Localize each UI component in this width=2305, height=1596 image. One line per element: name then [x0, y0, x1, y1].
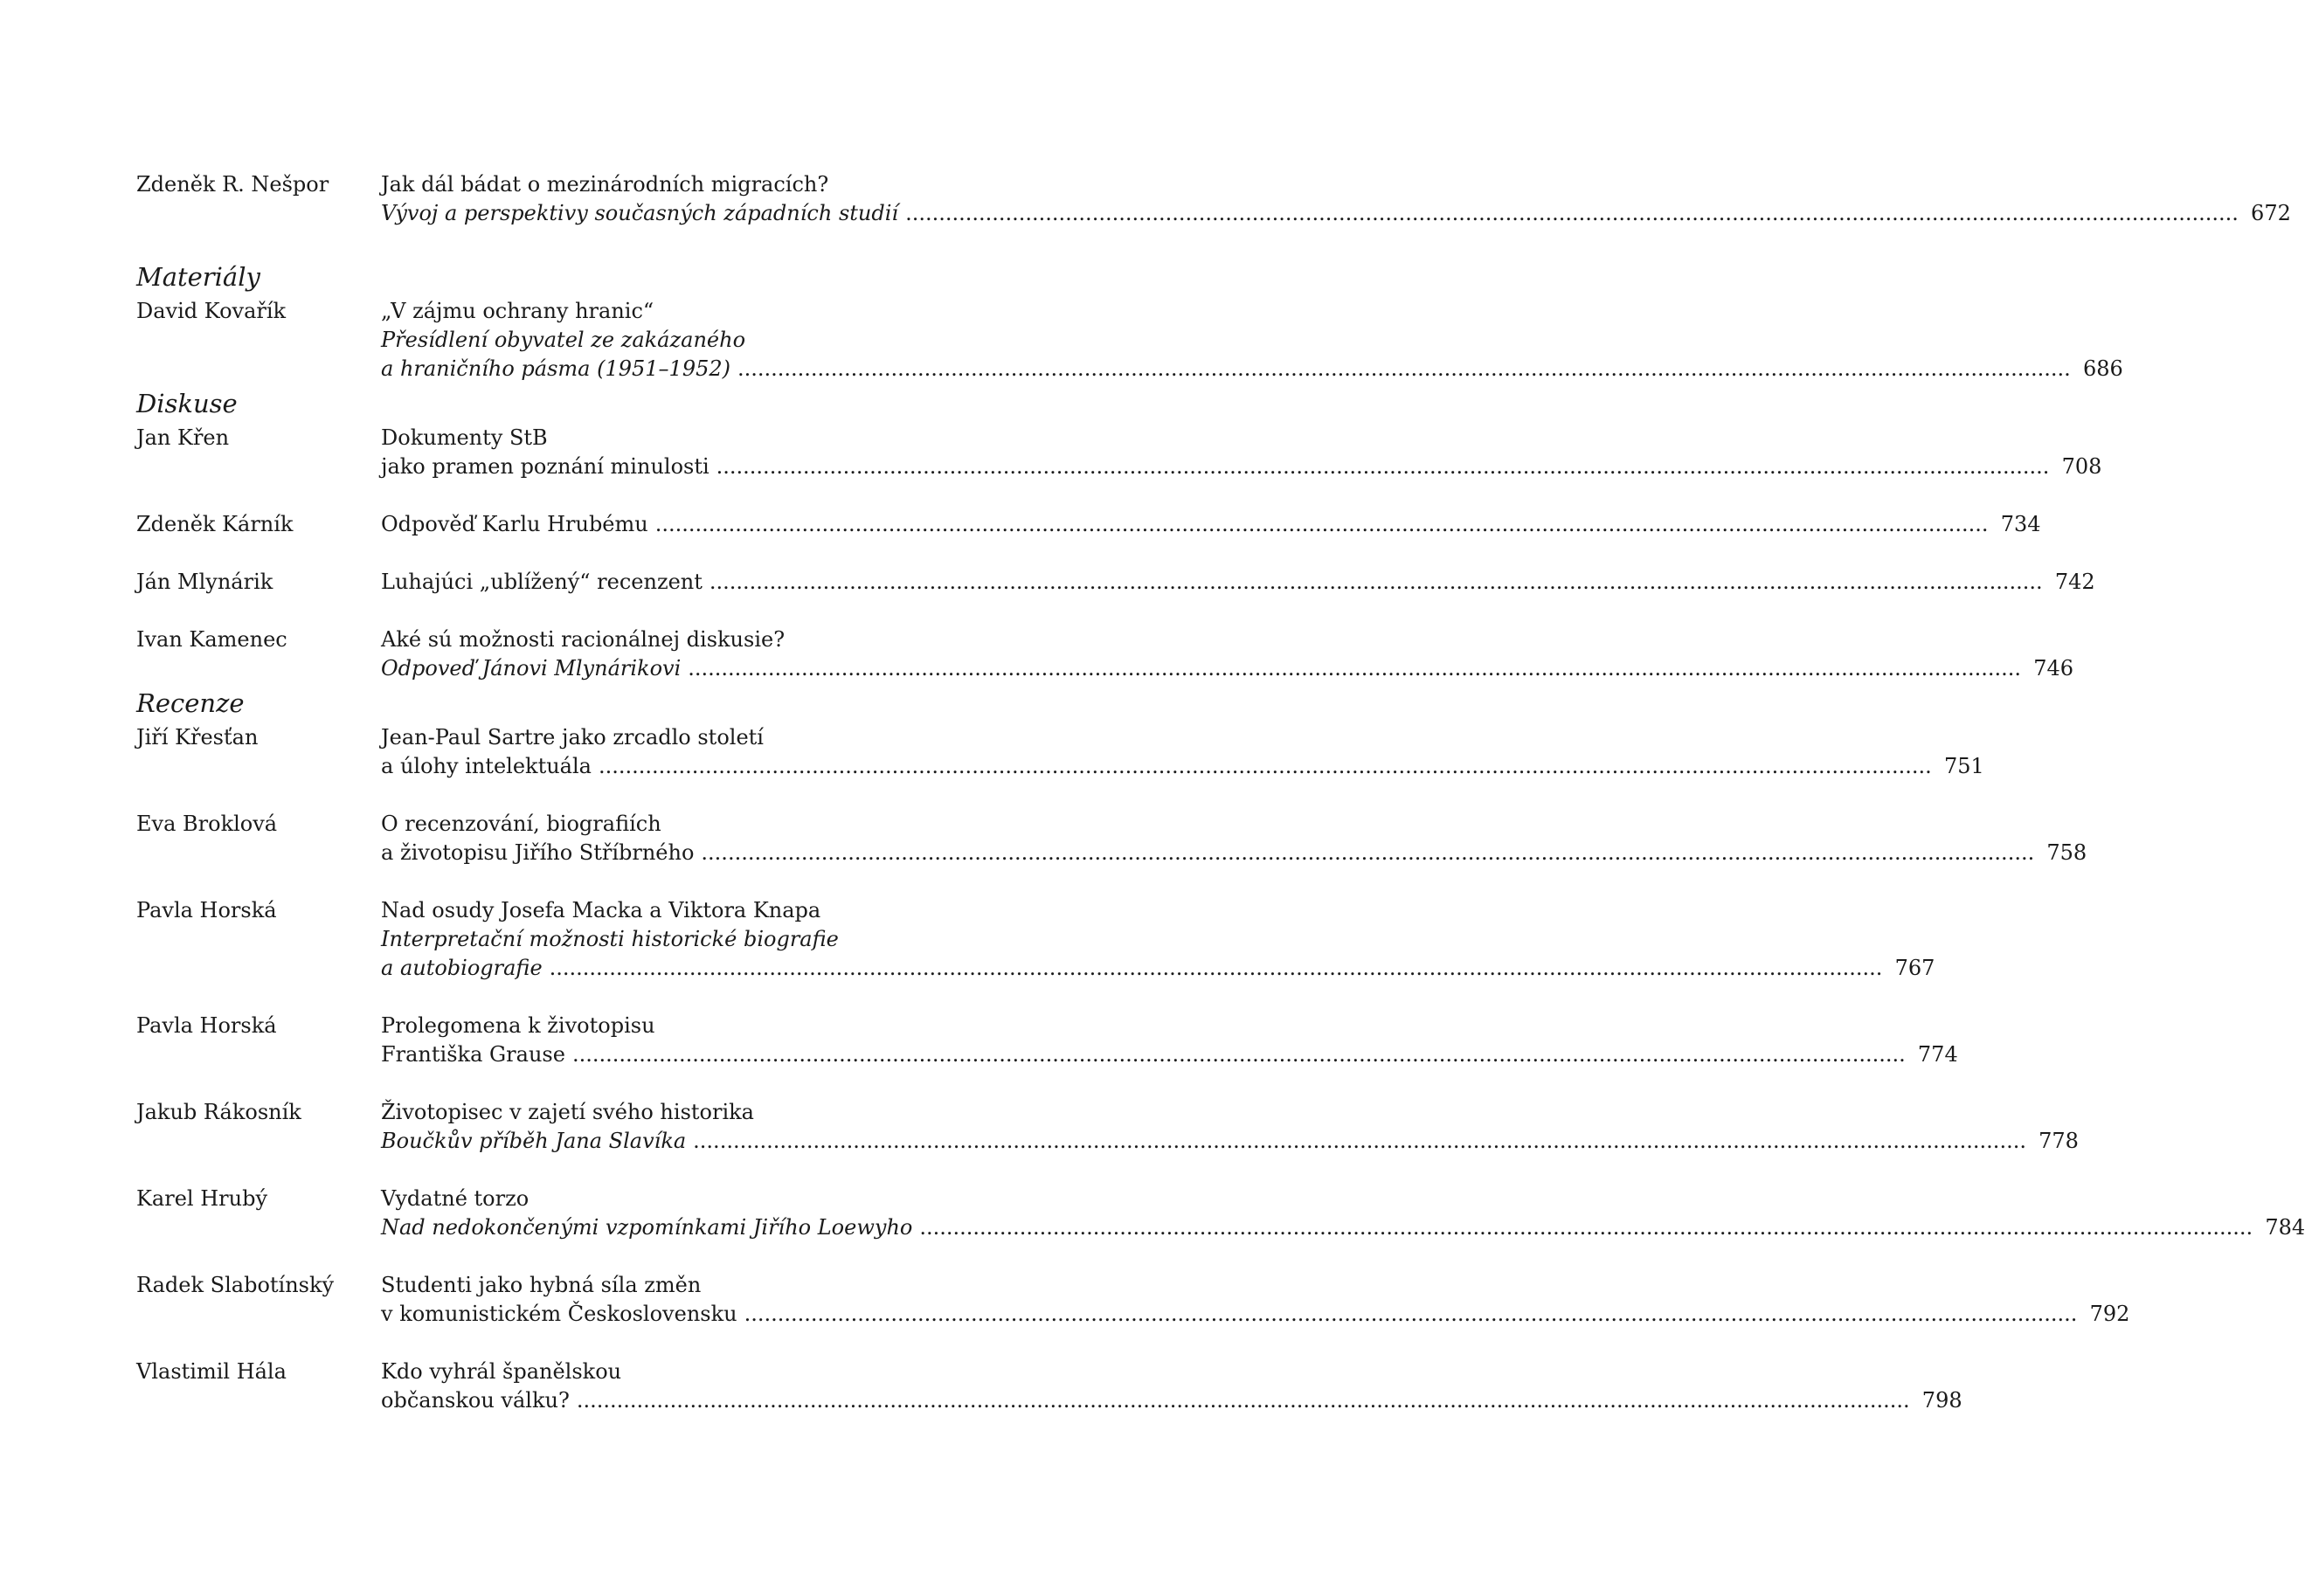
title-line — [381, 510, 2041, 539]
title-line — [381, 810, 2087, 839]
dot-leader — [919, 1213, 2253, 1242]
dot-leader — [655, 510, 1989, 539]
title-line — [381, 1127, 2079, 1156]
page-number: 784 — [2265, 1215, 2305, 1240]
page-number: 708 — [2061, 454, 2102, 479]
title-text: Dokumenty StB — [381, 425, 548, 450]
title-text: jako pramen poznání minulosti — [381, 454, 709, 479]
title-text: a autobiografie — [381, 956, 543, 980]
section-heading: Recenze — [136, 688, 245, 718]
page-number: 792 — [2089, 1302, 2130, 1326]
entry-author: David Kovařík — [136, 299, 287, 323]
page-number: 742 — [2054, 570, 2095, 594]
entry-title — [381, 170, 2291, 228]
entry-title — [381, 297, 2123, 383]
title-line — [381, 326, 2123, 355]
dot-leader — [709, 568, 2043, 597]
title-text: Odpoveď Jánovi Mlynárikovi — [381, 656, 682, 681]
entry-title — [381, 424, 2101, 481]
toc-entry — [136, 297, 2123, 383]
title-text: Studenti jako hybná síla změn — [381, 1273, 702, 1297]
section-heading: Diskuse — [136, 389, 238, 418]
title-line — [381, 424, 2101, 453]
title-line — [381, 355, 2123, 383]
page-number: 767 — [1894, 956, 1935, 980]
toc-entry — [136, 510, 2041, 539]
title-line — [381, 1386, 1962, 1415]
entry-author: Radek Slabotínský — [136, 1273, 335, 1297]
toc-entry — [136, 1185, 2305, 1242]
entry-author: Zdeněk Kárník — [136, 512, 294, 536]
entry-title — [381, 1358, 1962, 1415]
title-text: Kdo vyhrál španělskou — [381, 1359, 622, 1384]
dot-leader — [693, 1127, 2026, 1156]
page-number: 734 — [2000, 512, 2041, 536]
page-number: 798 — [1921, 1388, 1962, 1413]
table-of-contents — [136, 170, 2305, 1415]
title-line — [381, 654, 2073, 683]
title-line — [381, 625, 2073, 654]
title-line — [381, 896, 1935, 925]
entry-title — [381, 1098, 2079, 1156]
title-line — [381, 1098, 2079, 1127]
title-text: Interpretační možnosti historické biografie — [381, 927, 839, 951]
title-line — [381, 1300, 2129, 1329]
title-text: Nad osudy Josefa Macka a Viktora Knapa — [381, 898, 821, 922]
title-text: a úlohy intelektuála — [381, 754, 592, 778]
title-line — [381, 723, 1984, 752]
page-number: 774 — [1917, 1042, 1958, 1067]
title-line — [381, 752, 1984, 781]
page-number: 778 — [2039, 1129, 2079, 1153]
toc-entry — [136, 1012, 1958, 1069]
entry-title — [381, 1185, 2305, 1242]
title-line — [381, 925, 1935, 954]
title-text: občanskou válku? — [381, 1388, 570, 1413]
entry-title — [381, 510, 2041, 539]
title-line — [381, 954, 1935, 983]
entry-title — [381, 1271, 2129, 1329]
title-text: a hraničního pásma (1951–1952) — [381, 356, 730, 381]
toc-entry — [136, 896, 1935, 983]
title-text: Životopisec v zajetí svého historika — [381, 1100, 754, 1124]
page-number: 751 — [1943, 754, 1984, 778]
toc-entry — [136, 568, 2095, 597]
title-line — [381, 1040, 1958, 1069]
title-text: Jean-Paul Sartre jako zrcadlo století — [381, 725, 764, 750]
dot-leader — [905, 199, 2239, 228]
toc-entry — [136, 170, 2291, 228]
dot-leader — [577, 1386, 1910, 1415]
entry-author: Zdeněk R. Nešpor — [136, 172, 329, 197]
title-line — [381, 1185, 2305, 1213]
title-text: Odpověď Karlu Hrubému — [381, 512, 648, 536]
dot-leader — [572, 1040, 1906, 1069]
entry-author: Jiří Křesťan — [136, 725, 259, 750]
toc-entry — [136, 1358, 1962, 1415]
dot-leader — [599, 752, 1932, 781]
toc-entry — [136, 1271, 2130, 1329]
title-line — [381, 1213, 2305, 1242]
dot-leader — [716, 453, 2050, 481]
title-text: Přesídlení obyvatel ze zakázaného — [381, 328, 746, 352]
title-text: Nad nedokončenými vzpomínkami Jiřího Loewyho — [381, 1215, 913, 1240]
dot-leader — [737, 355, 2071, 383]
entry-author: Karel Hrubý — [136, 1186, 267, 1211]
toc-entry — [136, 723, 1984, 781]
title-line — [381, 1358, 1962, 1386]
toc-entry — [136, 1098, 2079, 1156]
entry-author: Jakub Rákosník — [136, 1100, 301, 1124]
title-line — [381, 453, 2101, 481]
title-text: a životopisu Jiřího Stříbrného — [381, 840, 695, 865]
title-text: „V zájmu ochrany hranic“ — [381, 299, 654, 323]
title-line — [381, 568, 2095, 597]
page-number: 672 — [2251, 201, 2291, 225]
title-text: Boučkův příběh Jana Slavíka — [381, 1129, 687, 1153]
title-text: Vývoj a perspektivy současných západních studií — [381, 201, 899, 225]
dot-leader — [688, 654, 2021, 683]
entry-author: Pavla Horská — [136, 898, 277, 922]
entry-author: Ján Mlynárik — [136, 570, 273, 594]
entry-title — [381, 1012, 1958, 1069]
page-number: 686 — [2082, 356, 2123, 381]
entry-author: Ivan Kamenec — [136, 627, 287, 652]
title-text: Luhajúci „ublížený“ recenzent — [381, 570, 703, 594]
section-heading: Materiály — [136, 262, 260, 292]
dot-leader — [701, 839, 2034, 867]
entry-author: Eva Broklová — [136, 812, 278, 836]
dot-leader — [744, 1300, 2078, 1329]
title-text: Vydatné torzo — [381, 1186, 530, 1211]
title-line — [381, 839, 2087, 867]
title-text: Františka Grause — [381, 1042, 565, 1067]
dot-leader — [550, 954, 1883, 983]
toc-entry — [136, 625, 2074, 683]
entry-author: Jan Křen — [136, 425, 230, 450]
title-line — [381, 170, 2291, 199]
title-text: v komunistickém Československu — [381, 1302, 737, 1326]
title-line — [381, 1271, 2129, 1300]
title-text: Prolegomena k životopisu — [381, 1013, 655, 1038]
page-number: 758 — [2046, 840, 2087, 865]
title-line — [381, 1012, 1958, 1040]
entry-title — [381, 568, 2095, 597]
toc-entry — [136, 810, 2087, 867]
entry-title — [381, 810, 2087, 867]
toc-entry — [136, 424, 2102, 481]
title-text: Aké sú možnosti racionálnej diskusie? — [381, 627, 786, 652]
title-line — [381, 297, 2123, 326]
title-text: O recenzování, biografiích — [381, 812, 661, 836]
title-line — [381, 199, 2291, 228]
entry-title — [381, 625, 2073, 683]
entry-title — [381, 896, 1935, 983]
entry-author: Vlastimil Hála — [136, 1359, 287, 1384]
page-number: 746 — [2033, 656, 2074, 681]
entry-title — [381, 723, 1984, 781]
title-text: Jak dál bádat o mezinárodních migracích? — [381, 172, 829, 197]
entry-author: Pavla Horská — [136, 1013, 277, 1038]
